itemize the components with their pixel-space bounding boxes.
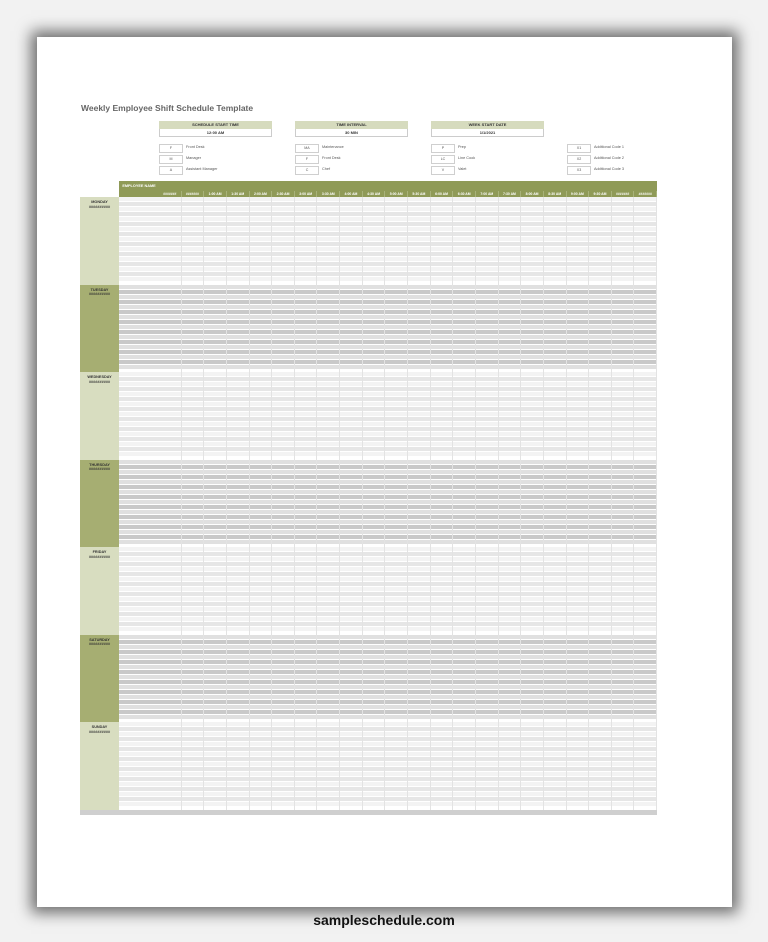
code-box[interactable]: X3 bbox=[567, 166, 591, 175]
code-box[interactable]: V bbox=[431, 166, 455, 175]
day-name: MONDAY bbox=[91, 200, 108, 204]
shift-row[interactable] bbox=[119, 365, 657, 370]
day-label-wednesday bbox=[80, 372, 119, 460]
time-interval bbox=[295, 121, 408, 137]
day-rows bbox=[119, 372, 657, 460]
time-header-cell: 8:30 AM bbox=[544, 191, 567, 197]
code-desc: Prep bbox=[458, 145, 467, 149]
day-name: SATURDAY bbox=[89, 637, 110, 642]
time-header-cell: 4:00 AM bbox=[340, 191, 363, 197]
time-header-cell: 5:30 AM bbox=[408, 191, 431, 197]
code-box[interactable]: P bbox=[431, 144, 455, 153]
code-box[interactable]: A bbox=[159, 166, 183, 175]
time-header-cell: 9:00 AM bbox=[567, 191, 590, 197]
code-desc: Additional Code 3 bbox=[594, 167, 624, 171]
day-label-thursday bbox=[80, 460, 119, 548]
shift-row[interactable] bbox=[119, 277, 657, 282]
time-header-cell: 1:00 AM bbox=[204, 191, 227, 197]
time-header-cell: 1:30 AM bbox=[227, 191, 250, 197]
shift-row[interactable] bbox=[119, 540, 657, 545]
site-watermark: sampleschedule.com bbox=[313, 912, 455, 928]
day-date: ########## bbox=[88, 379, 111, 384]
param-value[interactable]: 1/1/2021 bbox=[431, 129, 544, 137]
code-box[interactable]: F bbox=[295, 155, 319, 164]
code-desc: Front Desk bbox=[322, 156, 341, 160]
shift-row[interactable] bbox=[119, 715, 657, 720]
time-header-cell: ####### bbox=[612, 191, 635, 197]
time-header-cell: 7:30 AM bbox=[499, 191, 522, 197]
time-header-cell: 4:30 AM bbox=[363, 191, 386, 197]
day-date: ########## bbox=[88, 642, 111, 646]
code-desc: Front Desk bbox=[186, 145, 205, 149]
day-rows bbox=[119, 722, 657, 810]
day-date: ########## bbox=[88, 467, 111, 471]
day-label-monday bbox=[80, 197, 119, 285]
param-value[interactable]: 30 MIN bbox=[295, 129, 408, 137]
shift-row[interactable] bbox=[119, 627, 657, 632]
code-box[interactable]: X2 bbox=[567, 155, 591, 164]
day-name: SUNDAY bbox=[91, 725, 108, 729]
code-desc: Additional Code 2 bbox=[594, 156, 624, 160]
day-date: ########## bbox=[88, 729, 111, 734]
code-desc: Line Cook bbox=[458, 156, 476, 160]
week-start-date bbox=[431, 121, 544, 137]
time-header-cell: 6:00 AM bbox=[431, 191, 454, 197]
day-name: WEDNESDAY bbox=[87, 375, 112, 379]
day-label-sunday bbox=[80, 722, 119, 810]
param-label: SCHEDULE START TIME bbox=[159, 121, 272, 129]
time-header-cell: 3:30 AM bbox=[317, 191, 340, 197]
code-box[interactable]: F bbox=[159, 144, 183, 153]
time-header-cell: 3:00 AM bbox=[295, 191, 318, 197]
time-header-cell: 5:00 AM bbox=[385, 191, 408, 197]
code-desc: Additional Code 1 bbox=[594, 145, 624, 149]
code-desc: Valet bbox=[458, 167, 467, 171]
code-box[interactable]: X1 bbox=[567, 144, 591, 153]
schedule-start-time bbox=[159, 121, 272, 137]
time-header-cell: 2:30 AM bbox=[272, 191, 295, 197]
page-title: Weekly Employee Shift Schedule Template bbox=[81, 103, 254, 113]
code-box[interactable]: MA bbox=[295, 144, 319, 153]
grid-bottom-bar bbox=[80, 810, 657, 815]
day-date: ########## bbox=[88, 554, 111, 559]
time-header-cell: 8:00 AM bbox=[521, 191, 544, 197]
code-desc: Chef bbox=[322, 167, 331, 171]
code-box[interactable]: M bbox=[159, 155, 183, 164]
time-header-cell: 9:30 AM bbox=[589, 191, 612, 197]
time-header-cell: ####### bbox=[159, 191, 182, 197]
code-desc: Manager bbox=[186, 156, 201, 160]
day-rows bbox=[119, 285, 657, 373]
shift-row[interactable] bbox=[119, 452, 657, 457]
code-desc: Assistant Manager bbox=[186, 167, 218, 171]
day-date: ########## bbox=[88, 292, 111, 296]
time-header-cell: 6:30 AM bbox=[453, 191, 476, 197]
day-label-friday bbox=[80, 547, 119, 635]
day-date: ########## bbox=[88, 204, 111, 209]
day-name: TUESDAY bbox=[90, 287, 109, 292]
day-rows bbox=[119, 460, 657, 548]
shift-row[interactable] bbox=[119, 802, 657, 807]
day-label-tuesday bbox=[80, 285, 119, 373]
param-value[interactable]: 12:00 AM bbox=[159, 129, 272, 137]
time-header-cell: ####### bbox=[634, 191, 657, 197]
document-page bbox=[37, 37, 732, 907]
code-box[interactable]: LC bbox=[431, 155, 455, 164]
day-label-saturday bbox=[80, 635, 119, 723]
day-rows bbox=[119, 635, 657, 723]
time-header-cell: ####### bbox=[182, 191, 205, 197]
grid-header-band bbox=[159, 181, 657, 191]
time-header-cell: 2:00 AM bbox=[250, 191, 273, 197]
code-box[interactable]: C bbox=[295, 166, 319, 175]
day-rows bbox=[119, 197, 657, 285]
day-rows bbox=[119, 547, 657, 635]
param-label: WEEK START DATE bbox=[431, 121, 544, 129]
time-header-cell: 7:00 AM bbox=[476, 191, 499, 197]
day-name: THURSDAY bbox=[89, 462, 110, 467]
param-label: TIME INTERVAL bbox=[295, 121, 408, 129]
employee-name-header: EMPLOYEE NAME bbox=[119, 181, 159, 197]
day-name: FRIDAY bbox=[92, 550, 107, 554]
code-desc: Maintenance bbox=[322, 145, 344, 149]
